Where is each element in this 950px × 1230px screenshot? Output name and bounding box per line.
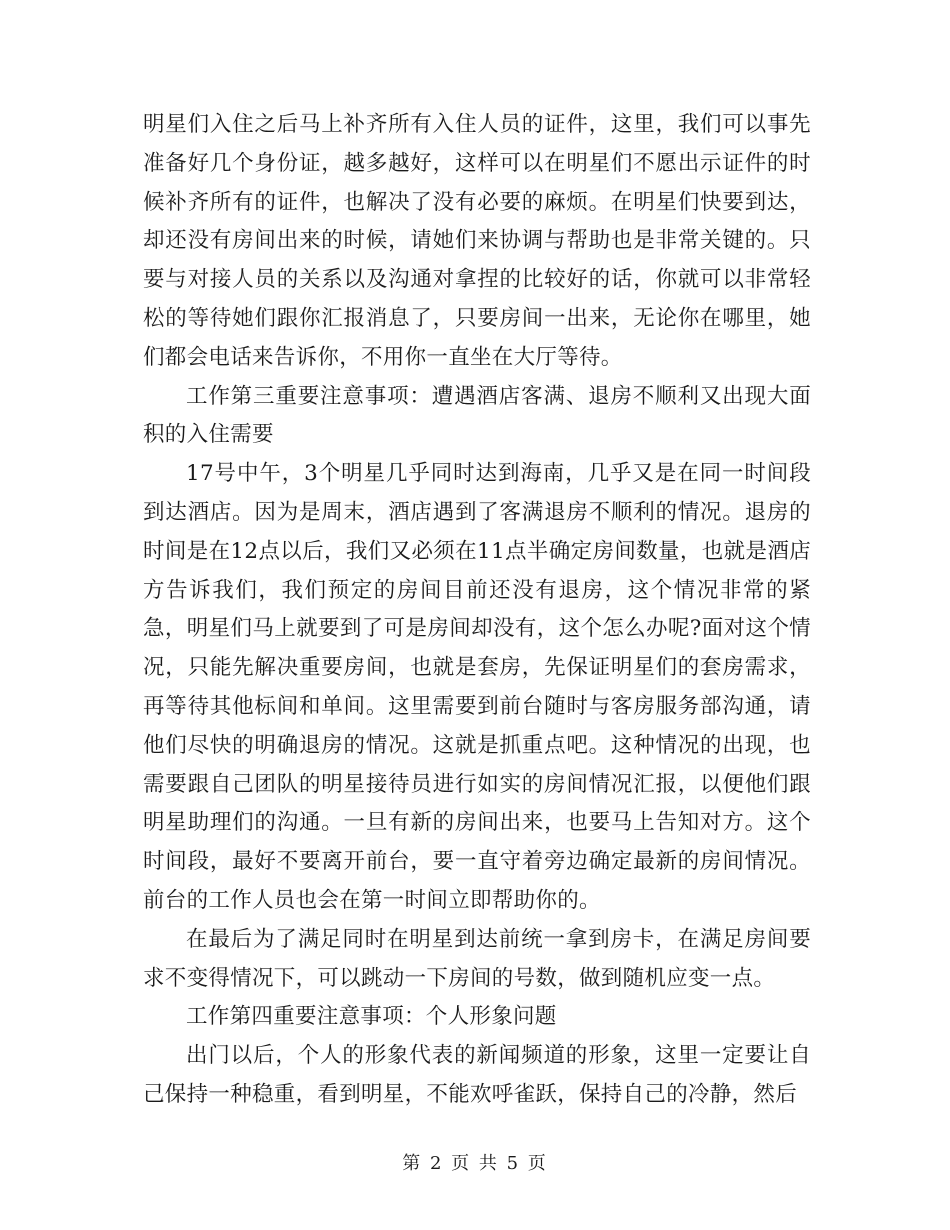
paragraph-2-heading: 工作第三重要注意事项：遭遇酒店客满、退房不顺利又出现大面积的入住需要 xyxy=(143,383,811,448)
paragraph-1: 明星们入住之后马上补齐所有入住人员的证件，这里，我们可以事先准备好几个身份证，越多越好，这样可以在明星们不愿出示证件的时候补齐所有的证件，也解决了没有必要的麻烦。在明星们快要到达，却还没有房间出来的时候，请她们来协调与帮助也是非常关键的。只要与对接人员的关系以及沟通对拿捏的比较好的话，你就可以非常轻松的等待她们跟你汇报消息了，只要房间一出来，无论你在哪里，她们都会电话来告诉你，不用你一直坐在大厅等待。 xyxy=(143,112,811,370)
paragraph-3: 17号中午，3个明星几乎同时达到海南，几乎又是在同一时间段到达酒店。因为是周末，酒店遇到了客满退房不顺利的情况。退房的时间是在12点以后，我们又必须在11点半确定房间数量，也就是酒店方告诉我们，我们预定的房间目前还没有退房，这个情况非常的紧急，明星们马上就要到了可是房间却没有，这个怎么办呢?面对这个情况，只能先解决重要房间，也就是套房，先保证明星们的套房需求，再等待其他标间和单间。这里需要到前台随时与客房服务部沟通，请他们尽快的明确退房的情况。这就是抓重点吧。这种情况的出现，也需要跟自己团队的明星接待员进行如实的房间情况汇报，以便他们跟明星助理们的沟通。一旦有新的房间出来，也要马上告知对方。这个时间段，最好不要离开前台，要一直守着旁边确定最新的房间情况。前台的工作人员也会在第一时间立即帮助你的。 xyxy=(143,461,811,913)
paragraph-5-heading: 工作第四重要注意事项：个人形象问题 xyxy=(186,1004,557,1030)
paragraph-6: 出门以后，个人的形象代表的新闻频道的形象，这里一定要让自己保持一种稳重，看到明星，不能欢呼雀跃，保持自己的冷静，然后 xyxy=(143,1043,811,1107)
page-number-footer: 第 2 页 共 5 页 xyxy=(402,1153,548,1174)
paragraph-4: 在最后为了满足同时在明星到达前统一拿到房卡，在满足房间要求不变得情况下，可以跳动一下房间的号数，做到随机应变一点。 xyxy=(143,926,811,991)
document-body xyxy=(143,106,811,1115)
